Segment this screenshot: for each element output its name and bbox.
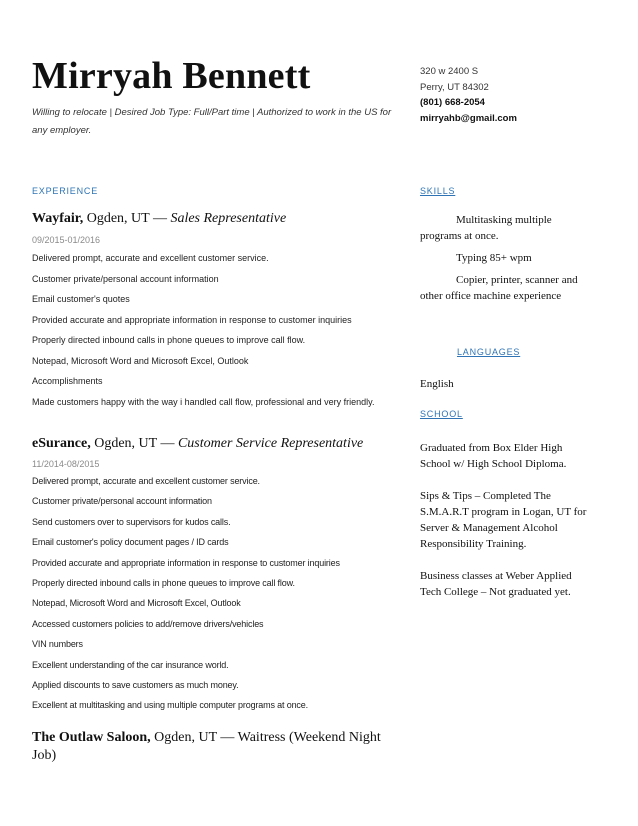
duty-item: Customer private/personal account information (32, 273, 219, 284)
job-role: Customer Service Representative (177, 436, 364, 451)
job-title-outlaw-saloon (32, 729, 382, 765)
duty-item: Email customer's policy document pages / ID cards (32, 537, 229, 548)
job-location: Ogden, UT — Waitress (Weekend Night Job) (32, 730, 381, 763)
phone-number: (801) 668-2054 (420, 97, 485, 108)
address-line-1: 320 w 2400 S (420, 66, 479, 77)
duty-list-wayfair (32, 252, 390, 416)
school-item: Business classes at Weber Applied Tech College – Not graduated yet. (420, 570, 572, 598)
school-heading: SCHOOL (420, 409, 463, 419)
duty-list-esurance (32, 475, 390, 720)
employer-name: The Outlaw Saloon, (32, 730, 151, 745)
skills-heading: SKILLS (420, 186, 456, 196)
duty-item: Excellent at multitasking and using multiple computer programs at once. (32, 700, 308, 711)
email-address: mirryahb@gmail.com (420, 112, 517, 124)
job-dates: 09/2015-01/2016 (32, 235, 101, 245)
duty-item: Customer private/personal account information (32, 496, 212, 507)
school-item: Graduated from Box Elder High School w/ High School Diploma. (420, 442, 567, 470)
job-location: Ogden, UT — (90, 436, 178, 451)
duty-item: VIN numbers (32, 639, 83, 650)
job-role: Sales Representative (170, 211, 287, 226)
duty-item: Properly directed inbound calls in phone queues to improve call flow. (32, 577, 295, 588)
duty-item: Accomplishments (32, 376, 103, 386)
duty-item: Provided accurate and appropriate information in response to customer inquiries (32, 557, 340, 568)
experience-heading: EXPERIENCE (32, 186, 99, 196)
job-title-esurance (32, 436, 363, 452)
duty-item: Properly directed inbound calls in phone queues to improve call flow. (32, 335, 306, 345)
duty-item: Delivered prompt, accurate and excellent customer service. (32, 253, 269, 263)
skills-list (420, 212, 592, 304)
duty-item: Delivered prompt, accurate and excellent customer service. (32, 476, 260, 486)
duty-item: Notepad, Microsoft Word and Microsoft Excel, Outlook (32, 355, 249, 366)
school-item: Sips & Tips – Completed The S.M.A.R.T program in Logan, UT for Server & Management Alcohol Responsibility Training. (420, 490, 587, 550)
duty-item: Notepad, Microsoft Word and Microsoft Excel, Outlook (32, 598, 241, 609)
duty-item: Made customers happy with the way i handled call flow, professional and very friendly. (32, 396, 375, 407)
duty-item: Email customer's quotes (32, 294, 130, 304)
job-location: Ogden, UT — (83, 211, 171, 226)
duty-item: Applied discounts to save customers as much money. (32, 679, 239, 690)
duty-item: Send customers over to supervisors for kudos calls. (32, 516, 231, 527)
skill-item: Copier, printer, scanner and other office machine experience (420, 274, 578, 302)
address-line-2: Perry, UT 84302 (420, 81, 489, 93)
duty-item: Excellent understanding of the car insurance world. (32, 659, 229, 670)
contact-block (420, 64, 517, 126)
employer-name: eSurance, (32, 436, 91, 451)
employer-name: Wayfair, (32, 211, 84, 226)
languages-heading: LANGUAGES (457, 347, 521, 357)
job-title-wayfair (32, 211, 286, 227)
candidate-summary: Willing to relocate | Desired Job Type: Full/Part time | Authorized to work in the US for any employer. (32, 107, 392, 136)
skill-item: Typing 85+ wpm (456, 252, 532, 264)
duty-item: Accessed customers policies to add/remove drivers/vehicles (32, 618, 264, 629)
language-item: English (420, 378, 454, 390)
school-list (420, 440, 592, 600)
job-dates: 11/2014-08/2015 (32, 459, 100, 469)
candidate-name: Mirryah Bennett (32, 55, 311, 97)
skill-item: Multitasking multiple programs at once. (420, 214, 552, 242)
duty-item: Provided accurate and appropriate information in response to customer inquiries (32, 314, 352, 325)
